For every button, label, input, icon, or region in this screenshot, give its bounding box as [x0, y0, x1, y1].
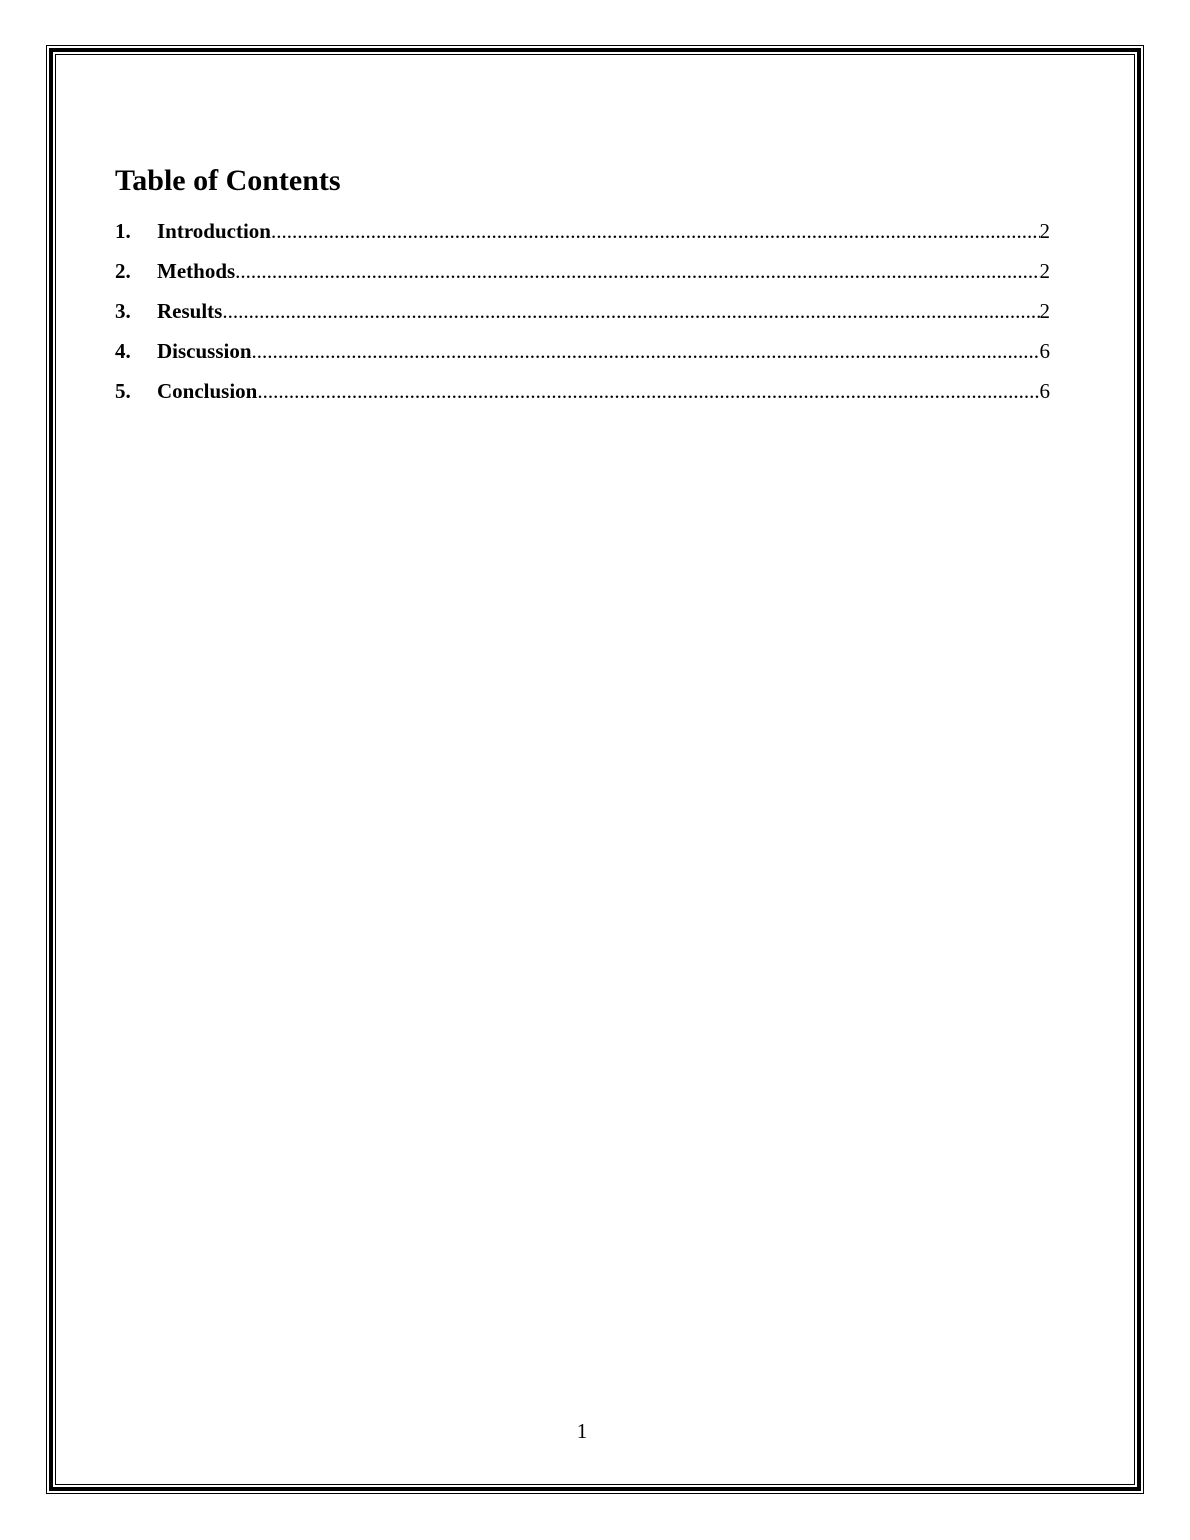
toc-entry-results[interactable] [115, 296, 1050, 336]
toc-entry-label: Results [157, 299, 223, 323]
toc-dot-leader [222, 296, 1039, 326]
toc-entry-conclusion[interactable] [115, 376, 1050, 416]
toc-entry-page: 6 [1039, 339, 1050, 363]
toc-entry-number: 4. [115, 339, 131, 363]
toc-entry-page: 2 [1039, 299, 1050, 323]
toc-entry-page: 2 [1039, 219, 1050, 243]
toc-dot-leader [271, 216, 1040, 246]
toc-entry-discussion[interactable] [115, 336, 1050, 376]
toc-dot-leader [252, 336, 1040, 366]
toc-entry-page: 6 [1039, 379, 1050, 403]
toc-entry-number: 2. [115, 259, 131, 283]
toc-entry-number: 3. [115, 299, 131, 323]
toc-entry-label: Methods [157, 259, 236, 283]
toc-entry-label: Conclusion [157, 379, 258, 403]
toc-entry-page: 2 [1039, 259, 1050, 283]
toc-entry-label: Introduction [157, 219, 271, 243]
toc-dot-leader [235, 256, 1039, 286]
toc-dot-leader [257, 376, 1039, 406]
toc-list [115, 216, 1050, 416]
toc-entry-number: 5. [115, 379, 131, 403]
toc-entry-number: 1. [115, 219, 131, 243]
toc-entry-methods[interactable] [115, 256, 1050, 296]
page-number: 1 [576, 1419, 588, 1443]
toc-entry-label: Discussion [157, 339, 252, 363]
toc-title: Table of Contents [115, 164, 341, 197]
toc-entry-introduction[interactable] [115, 216, 1050, 256]
